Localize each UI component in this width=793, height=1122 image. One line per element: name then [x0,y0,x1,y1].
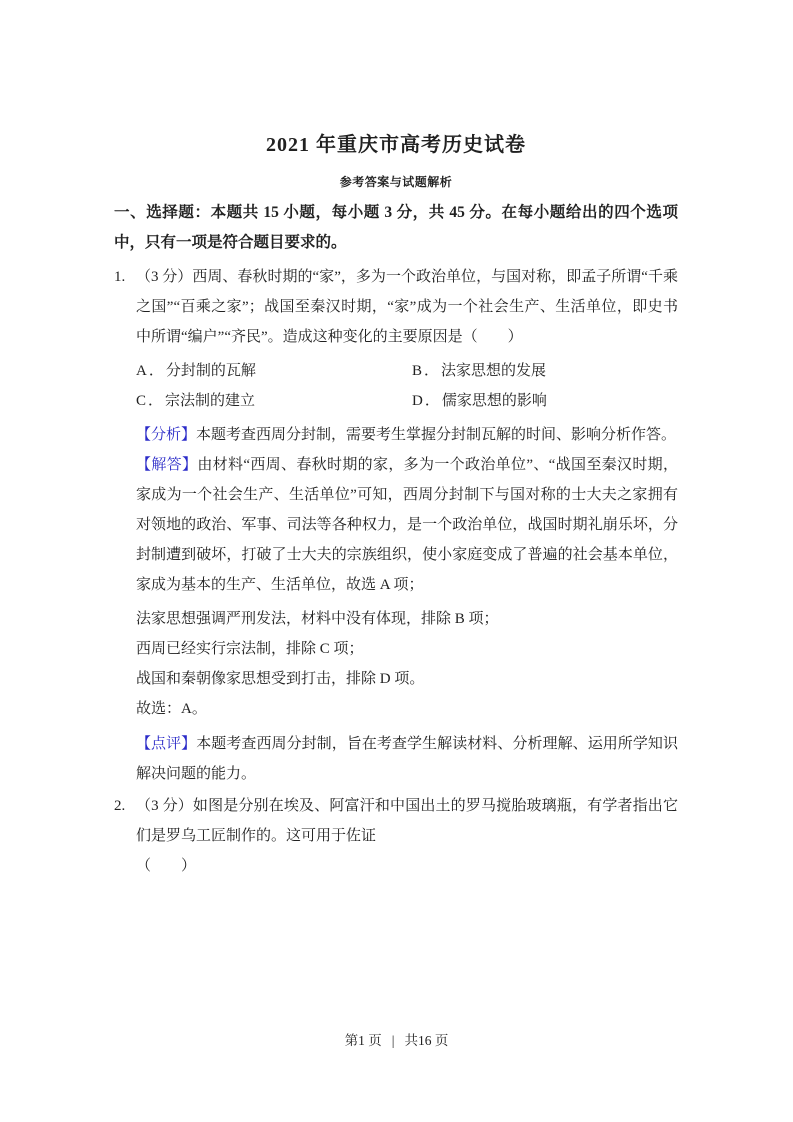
option-b-label: B． [412,363,442,379]
page-footer [0,1031,793,1051]
question-1-stem [136,262,678,352]
answer-paragraph-3: 西周已经实行宗法制，排除 C 项； [136,641,364,657]
option-b [412,356,546,386]
option-d-text: 儒家思想的影响 [441,393,547,409]
option-c-text: 宗法制的建立 [165,393,256,409]
option-d-label: D． [412,393,442,409]
analysis-text: 本题考查西周分封制，需要考生掌握分封制瓦解的时间、影响分析作答。 [196,427,677,443]
option-a [136,356,412,386]
question-2-stem-text: 如图是分别在埃及、阿富汗和中国出土的罗马搅胎玻璃瓶，有学者指出它们是罗乌工匠制作的。这可用于佐证 [136,798,678,844]
question-1-options [136,356,678,416]
question-1-stem-text: 西周、春秋时期的“家”，多为一个政治单位，与国对称，即孟子所谓“千乘之国”“百乘之家”；战国至秦汉时期，“家”成为一个社会生产、生活单位，即史书中所谓“编户”“齐民”。造成这种变化的主要原因是（ ） [136,269,678,345]
question-1-body [136,262,678,789]
option-row-ab [136,356,678,386]
analysis-block [136,420,678,450]
comment-tag: 【点评】 [136,736,197,752]
analysis-tag: 【分析】 [136,427,197,443]
question-2 [114,791,678,881]
answer-paragraph-2: 法家思想强调严刑发法，材料中没有体现，排除 B 项； [136,611,499,627]
page-subtitle: 参考答案与试题解析 [339,175,453,189]
comment-text: 本题考查西周分封制，旨在考查学生解读材料、分析理解、运用所学知识解决问题的能力。 [136,736,678,782]
question-2-answer-bracket: （ ） [136,858,197,874]
question-1 [114,262,678,789]
question-1-number: 1. [114,269,126,285]
question-2-number: 2. [114,798,126,814]
answer-block [136,450,678,600]
answer-paragraph-4: 战国和秦朝像家思想受到打击，排除 D 项。 [136,671,425,687]
footer-total-pages: 共16 页 [404,1033,449,1048]
question-1-points: （3 分） [136,269,193,285]
question-2-stem [136,791,678,851]
answer-conclusion: 故选：A。 [136,701,207,717]
comment-block [136,729,678,789]
option-a-text: 分封制的瓦解 [165,363,256,379]
option-c [136,386,412,416]
question-2-points: （3 分） [136,798,193,814]
page-content [114,132,678,881]
option-a-label: A． [136,363,166,379]
option-row-cd [136,386,678,416]
option-b-text: 法家思想的发展 [441,363,547,379]
question-2-body [136,791,678,881]
answer-tag: 【解答】 [136,457,198,473]
section-header: 一、选择题：本题共 15 小题，每小题 3 分，共 45 分。在每小题给出的四个选项中，只有一项是符合题目要求的。 [114,204,678,251]
answer-paragraph-1: 由材料“西周、春秋时期的家，多为一个政治单位”、“战国至秦汉时期，家成为一个社会生产、生活单位”可知，西周分封制下与国对称的士大夫之家拥有对领地的政治、军事、司法等各种权力，是一个政治单位，战国时期礼崩乐坏，分封制遭到破坏，打破了士大夫的宗族组织，使小家庭变成了普遍的社会基本单位，家成为基本的生产、生活单位，故选 A 项； [136,457,678,593]
option-d [412,386,547,416]
option-c-label: C． [136,393,166,409]
footer-separator: | [391,1033,395,1048]
page-title: 2021 年重庆市高考历史试卷 [266,134,526,156]
footer-page-number: 第1 页 [344,1033,382,1048]
